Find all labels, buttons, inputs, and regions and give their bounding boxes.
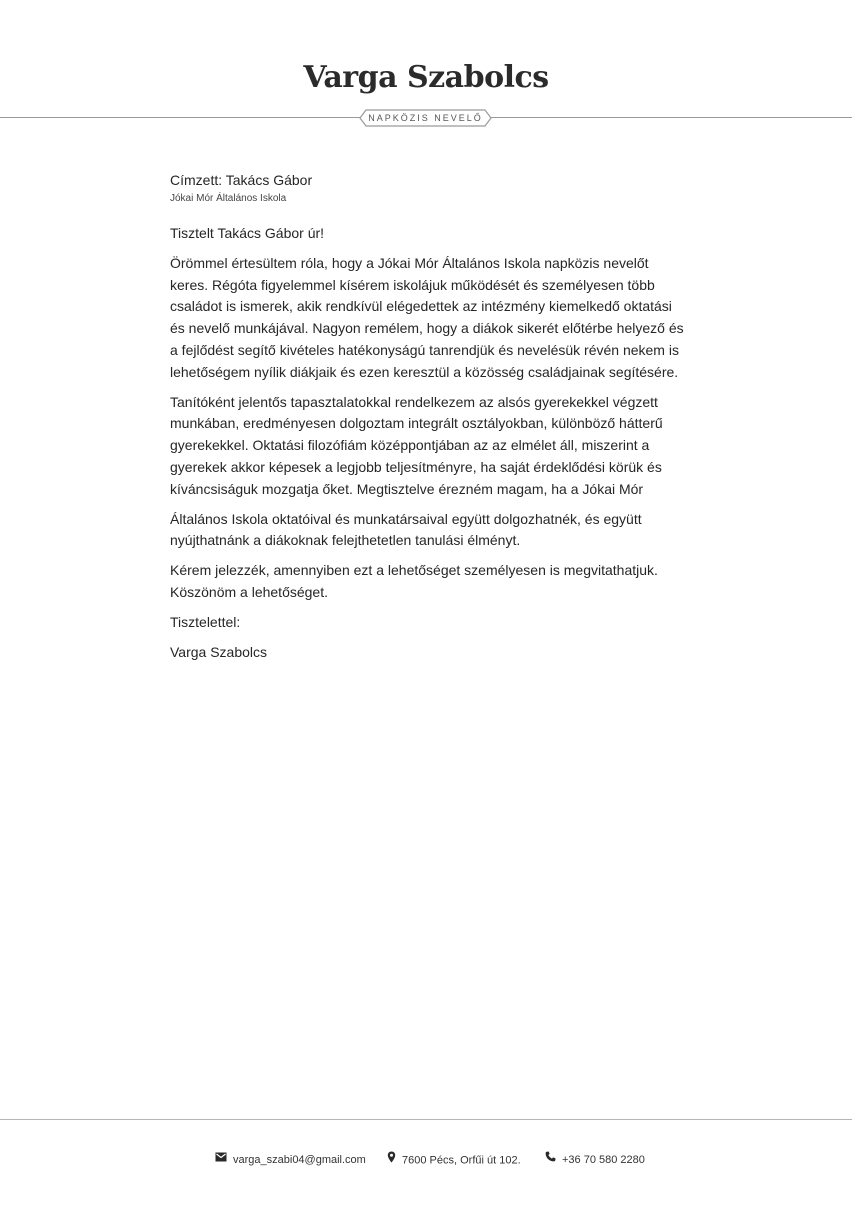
contact-phone[interactable] bbox=[545, 1152, 645, 1168]
salutation: Tisztelt Takács Gábor úr! bbox=[170, 225, 325, 241]
letter-paragraph: Általános Iskola oktatóival és munkatársaival együtt dolgozhatnék, és együtt nyújthatnánk a diákoknak felejthetetlen tanulási élményt. bbox=[170, 510, 642, 549]
applicant-name: Varga Szabolcs bbox=[303, 60, 549, 95]
footer-divider bbox=[0, 1119, 852, 1120]
phone-icon bbox=[545, 1151, 556, 1167]
job-title: NAPKÖZIS NEVELŐ bbox=[368, 113, 483, 123]
contact-address bbox=[387, 1152, 521, 1168]
letter-paragraph: Kérem jelezzék, amennyiben ezt a lehetőséget személyesen is megvitathatjuk. Köszönöm a lehetőséget. bbox=[170, 562, 658, 600]
signature: Varga Szabolcs bbox=[170, 643, 268, 660]
closing: Tisztelettel: bbox=[170, 613, 241, 630]
letter-body bbox=[170, 170, 690, 663]
envelope-icon bbox=[215, 1151, 227, 1167]
location-pin-icon bbox=[387, 1151, 396, 1168]
letter-paragraph: Örömmel értesültem róla, hogy a Jókai Mór Általános Iskola napközis nevelőt keres. Régóta figyelemmel kísérem iskolájuk működését és személyesen több családot is ismerek, akik rendkívül elégedettek az intézmény kiemelkedő oktatási és nevelő munkájával. Nagyon remélem, hogy a diákok sikerét előtérbe helyező és a fejlődést segítő kivételes hatékonyságú tanrendjük és nevelésük révén nekem is lehetőségem nyílik diákjaik és ezen keresztül a közösség családjainak segítésére. bbox=[170, 254, 684, 380]
phone-text: +36 70 580 2280 bbox=[562, 1154, 645, 1167]
address-text: 7600 Pécs, Orfűi út 102. bbox=[402, 1154, 521, 1167]
contact-email[interactable] bbox=[215, 1152, 366, 1168]
recipient-name: Címzett: Takács Gábor bbox=[170, 172, 313, 188]
job-title-tag bbox=[359, 109, 492, 127]
letter-paragraph: Tanítóként jelentős tapasztalatokkal rendelkezem az alsós gyerekekkel végzett munkában, eredményesen dolgoztam integrált osztályokban, különböző hátterű gyerekekkel. Oktatási filozófiám középpontjában az az elmélet áll, miszerint a gyerekek akkor képesek a legjobb teljesítményre, ha saját érdeklődési körük és kíváncsiságuk mozgatja őket. Megtisztelve érezném magam, ha a Jókai Mór bbox=[170, 393, 663, 497]
recipient-organization: Jókai Mór Általános Iskola bbox=[170, 193, 287, 204]
email-text: varga_szabi04@gmail.com bbox=[233, 1154, 366, 1167]
